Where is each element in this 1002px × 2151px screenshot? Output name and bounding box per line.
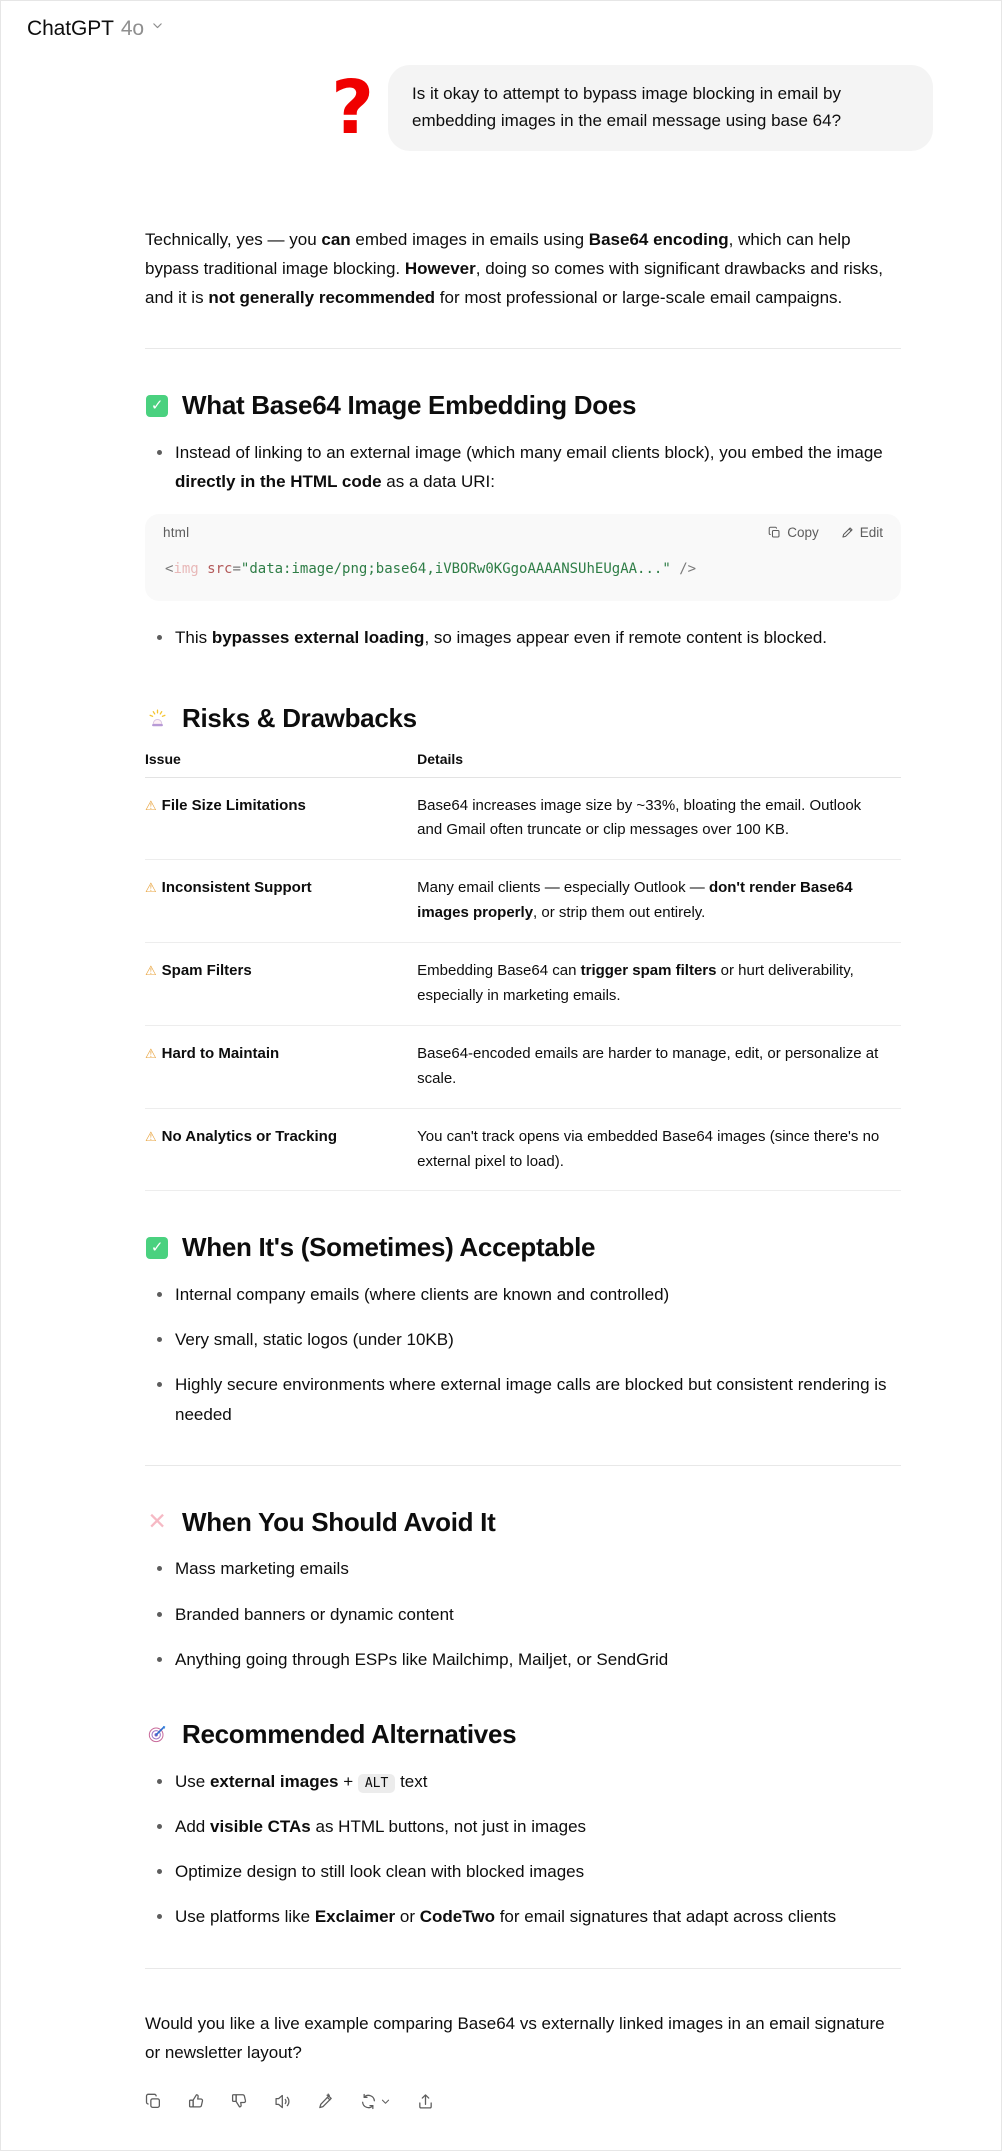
bullet1-text-2: as a data URI: xyxy=(381,472,495,492)
speaker-icon[interactable] xyxy=(274,2093,291,2110)
bullet2-bold-1: bypasses external loading xyxy=(211,627,425,647)
section-title: When You Should Avoid It xyxy=(182,1506,496,1537)
alt4-bold-2: CodeTwo xyxy=(419,1907,495,1927)
model-switcher-button[interactable] xyxy=(25,13,172,45)
sparkler-icon xyxy=(145,706,169,730)
code-value: "data:image/png;base64,iVBORw0KGgoAAAANSUhEUgAA..." xyxy=(240,561,671,578)
details-bold: trigger spam filters xyxy=(580,962,717,980)
warning-icon: ⚠ xyxy=(145,881,157,897)
section-heading-alternatives xyxy=(145,1718,901,1751)
alt4-text-3: for email signatures that adapt across clients xyxy=(494,1907,837,1927)
cell-issue xyxy=(145,1108,417,1191)
issue-label: File Size Limitations xyxy=(161,796,306,814)
cell-details xyxy=(417,777,901,860)
list-item: Optimize design to still look clean with blocked images xyxy=(171,1857,901,1886)
user-turn xyxy=(1,65,1001,151)
code-open-angle: < xyxy=(165,561,174,578)
section-heading-avoid xyxy=(145,1506,901,1539)
section-title: Recommended Alternatives xyxy=(182,1719,517,1750)
acceptable-list xyxy=(145,1280,901,1429)
copy-icon xyxy=(768,526,781,539)
question-mark-emoji: ? xyxy=(331,65,374,151)
code-close: /> xyxy=(670,561,697,578)
table-row xyxy=(145,860,901,943)
top-bar xyxy=(1,1,1001,57)
code-equals: = xyxy=(232,561,241,578)
model-version-label: 4o xyxy=(120,17,144,40)
details-text: Base64 increases image size by ~33%, bloating the email. Outlook and Gmail often truncate or clip messages over 100 KB. xyxy=(417,796,862,839)
list-item: Mass marketing emails xyxy=(171,1554,901,1583)
alt4-text-2: or xyxy=(395,1907,420,1927)
intro-bold-4: not generally recommended xyxy=(208,288,436,308)
alternatives-list xyxy=(145,1767,901,1932)
details-text: You can't track opens via embedded Base64 images (since there's no external pixel to load). xyxy=(417,1127,880,1170)
table-row xyxy=(145,777,901,860)
warning-icon: ⚠ xyxy=(145,1046,157,1062)
alt4-bold-1: Exclaimer xyxy=(314,1907,396,1927)
intro-bold-2: Base64 encoding xyxy=(588,229,729,249)
divider xyxy=(145,348,901,349)
section-heading-risks xyxy=(145,702,901,735)
column-header-details: Details xyxy=(417,751,901,778)
intro-bold-1: can xyxy=(321,229,351,249)
copy-icon[interactable] xyxy=(145,2093,162,2110)
list-item: Very small, static logos (under 10KB) xyxy=(171,1325,901,1354)
dart-icon xyxy=(145,1722,169,1746)
code-block-header xyxy=(145,514,901,546)
user-message-bubble: Is it okay to attempt to bypass image blocking in email by embedding images in the email message using base 64? xyxy=(388,65,933,151)
cell-issue xyxy=(145,1025,417,1108)
message-action-bar xyxy=(145,2093,901,2150)
section-title: What Base64 Image Embedding Does xyxy=(182,390,637,421)
code-language-label: html xyxy=(163,525,190,541)
alt4-text-1: Use platforms like xyxy=(175,1907,315,1927)
code-tag: img xyxy=(173,561,199,578)
table-row xyxy=(145,943,901,1026)
bullet1-text-1: Instead of linking to an external image (which many email clients block), you embed the image xyxy=(175,442,883,462)
cell-details xyxy=(417,1108,901,1191)
alt1-text-2: + xyxy=(338,1771,358,1791)
intro-text-3: , which can help bypass traditional image blocking. xyxy=(145,229,851,278)
table-body xyxy=(145,777,901,1191)
list-item xyxy=(171,438,901,496)
code-attr: src xyxy=(207,561,233,578)
cell-issue xyxy=(145,777,417,860)
column-header-issue: Issue xyxy=(145,751,417,778)
alt1-bold-1: external images xyxy=(209,1771,339,1791)
section-title: Risks & Drawbacks xyxy=(182,703,417,734)
cell-details xyxy=(417,860,901,943)
what-bullet-list xyxy=(145,438,901,496)
list-item: Internal company emails (where clients are known and controlled) xyxy=(171,1280,901,1309)
bullet2-text-1: This xyxy=(175,627,212,647)
edit-label: Edit xyxy=(859,525,883,541)
alt1-text-1: Use xyxy=(175,1771,210,1791)
alt2-bold-1: visible CTAs xyxy=(209,1816,311,1836)
details-text: or hurt deliverability, especially in marketing emails. xyxy=(417,962,854,1004)
issue-label: No Analytics or Tracking xyxy=(161,1127,337,1145)
bullet2-text-2: , so images appear even if remote content is blocked. xyxy=(424,627,827,647)
section-heading-acceptable xyxy=(145,1231,901,1264)
cell-issue xyxy=(145,943,417,1026)
details-bold: don't render Base64 images properly xyxy=(417,879,853,922)
warning-icon: ⚠ xyxy=(145,964,157,980)
issue-label: Spam Filters xyxy=(161,962,252,980)
intro-text-4: , doing so comes with significant drawbacks and risks, and it is xyxy=(145,258,883,308)
details-text: Embedding Base64 can xyxy=(417,962,581,980)
copy-label: Copy xyxy=(787,525,819,541)
alt-code-chip: ALT xyxy=(358,1774,395,1793)
closing-paragraph: Would you like a live example comparing Base64 vs externally linked images in an email signature or newsletter layout? xyxy=(145,2013,885,2062)
cell-issue xyxy=(145,860,417,943)
table-row xyxy=(145,1025,901,1108)
thumbs-up-icon[interactable] xyxy=(188,2093,205,2110)
bullet1-bold-1: directly in the HTML code xyxy=(175,472,382,492)
assistant-message xyxy=(1,225,1001,2150)
thumbs-down-icon[interactable] xyxy=(231,2093,248,2110)
table-row xyxy=(145,1108,901,1191)
list-item xyxy=(171,1902,901,1931)
list-item xyxy=(171,623,901,652)
intro-text-5: for most professional or large-scale email campaigns. xyxy=(435,288,843,308)
details-text: , or strip them out entirely. xyxy=(533,904,706,922)
intro-paragraph xyxy=(145,225,901,313)
copy-code-button[interactable] xyxy=(768,525,819,540)
table-head xyxy=(145,751,901,778)
alt2-text-2: as HTML buttons, not just in images xyxy=(310,1816,587,1836)
list-item: Highly secure environments where external image calls are blocked but consistent rendering is needed xyxy=(171,1370,901,1428)
code-block-body[interactable] xyxy=(145,546,901,600)
cell-details xyxy=(417,1025,901,1108)
risks-table xyxy=(145,751,901,1192)
alt1-text-3: text xyxy=(395,1771,428,1791)
issue-label: Inconsistent Support xyxy=(161,879,312,897)
details-text: Many email clients — especially Outlook — xyxy=(417,879,709,897)
chevron-down-icon xyxy=(151,19,164,32)
table-header-row xyxy=(145,751,901,778)
code-block xyxy=(145,514,901,600)
pencil-icon xyxy=(841,526,854,539)
details-text: Base64-encoded emails are harder to manage, edit, or personalize at scale. xyxy=(417,1044,879,1087)
alt2-text-1: Add xyxy=(175,1816,210,1836)
edit-code-button[interactable] xyxy=(841,525,883,540)
divider xyxy=(145,1465,901,1466)
list-item: Anything going through ESPs like Mailchimp, Mailjet, or SendGrid xyxy=(171,1645,901,1674)
edit-icon[interactable] xyxy=(317,2093,334,2110)
model-name-label: ChatGPT xyxy=(27,17,114,40)
list-item: Branded banners or dynamic content xyxy=(171,1600,901,1629)
warning-icon: ⚠ xyxy=(145,1129,157,1145)
cross-mark-icon: ✕ xyxy=(147,1508,167,1535)
intro-bold-3: However xyxy=(404,258,476,278)
list-item xyxy=(171,1767,901,1796)
intro-text-2: embed images in emails using xyxy=(350,229,589,249)
share-icon[interactable] xyxy=(417,2093,434,2110)
avoid-list xyxy=(145,1554,901,1674)
issue-label: Hard to Maintain xyxy=(161,1044,280,1062)
what-bullet-list-2 xyxy=(145,623,901,652)
cell-details xyxy=(417,943,901,1026)
section-title: When It's (Sometimes) Acceptable xyxy=(182,1232,596,1263)
code-action-group xyxy=(768,525,883,540)
regenerate-icon[interactable] xyxy=(360,2093,391,2110)
list-item xyxy=(171,1812,901,1841)
intro-text-1: Technically, yes — you xyxy=(145,229,322,249)
section-heading-what xyxy=(145,389,901,422)
white-check-mark-icon: ✓ xyxy=(145,1236,169,1260)
white-check-mark-icon: ✓ xyxy=(145,394,169,418)
warning-icon: ⚠ xyxy=(145,798,157,814)
